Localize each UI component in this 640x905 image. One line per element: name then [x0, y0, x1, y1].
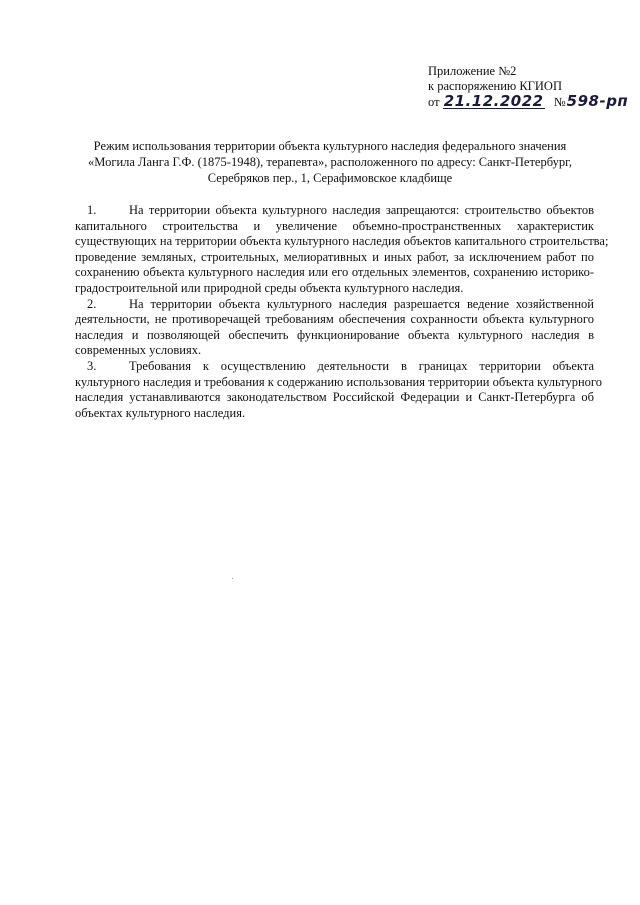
paragraph-line [75, 297, 594, 313]
appendix-header [428, 64, 628, 110]
paragraph-2 [75, 297, 594, 359]
paragraph-1 [75, 203, 609, 297]
paragraph-line: сохранению объекта культурного наследия или его отдельных элементов, сохранению историко- [75, 265, 594, 280]
title-line-1: Режим использования территории объекта культурного наследия федерального значения [93, 139, 567, 153]
paragraph-line [75, 203, 594, 219]
date-prefix: от [428, 95, 440, 109]
paragraph-line: наследия устанавливаются законодательством Российской Федерации и Санкт-Петербурга об [75, 390, 594, 405]
paragraph-line: проведение земляных, строительных, мелиоративных и иных работ, за исключением работ по [75, 249, 594, 264]
paragraph-number: 2. [87, 296, 97, 311]
paragraph-line: объектах культурного наследия. [75, 405, 246, 420]
title-line-2: «Могила Ланга Г.Ф. (1875-1948), терапевта», расположенного по адресу: Санкт-Петербург, [88, 155, 572, 169]
appendix-order-reference: к распоряжению КГИОП [428, 79, 562, 93]
paragraph-text: На территории объекта культурного наследия разрешается ведение хозяйственной [129, 296, 594, 311]
document-title [60, 138, 600, 186]
paragraph-line [75, 359, 594, 375]
paragraph-line: современных условиях. [75, 343, 202, 358]
paragraph-text: На территории объекта культурного наследия запрещаются: строительство объектов [129, 203, 594, 217]
appendix-date-number-line [428, 94, 628, 110]
paragraph-line: деятельности, не противоречащей требованиям обеспечения сохранности объекта культурного [75, 312, 594, 327]
paragraph-3 [75, 358, 602, 421]
title-line-3: Серебряков пер., 1, Серафимовское кладбище [207, 171, 453, 185]
paragraph-number: 3. [87, 358, 97, 373]
paragraph-line: наследия и позволяющей обеспечить функционирование объекта культурного наследия в [75, 327, 594, 342]
handwritten-order-number: 598-рп [566, 92, 629, 110]
number-prefix: № [553, 95, 566, 109]
paragraph-text: Требования к осуществлению деятельности в границах территории объекта [129, 358, 594, 373]
paragraph-line: существующих на территории объекта культурного наследия объектов капитального строительства; [75, 234, 609, 249]
paragraph-line: культурного наследия и требования к содержанию использования территории объекта культурного [75, 374, 602, 389]
scan-speck [232, 578, 233, 579]
paragraph-number: 1. [87, 203, 97, 217]
handwritten-date: 21.12.2022 [443, 92, 544, 110]
document-body [75, 203, 609, 421]
paragraph-line: градостроительной или природной среды объекта культурного наследия. [75, 280, 464, 295]
paragraph-line: капитального строительства и увеличение объемно-пространственных характеристик [75, 218, 594, 233]
appendix-title: Приложение №2 [428, 64, 517, 78]
